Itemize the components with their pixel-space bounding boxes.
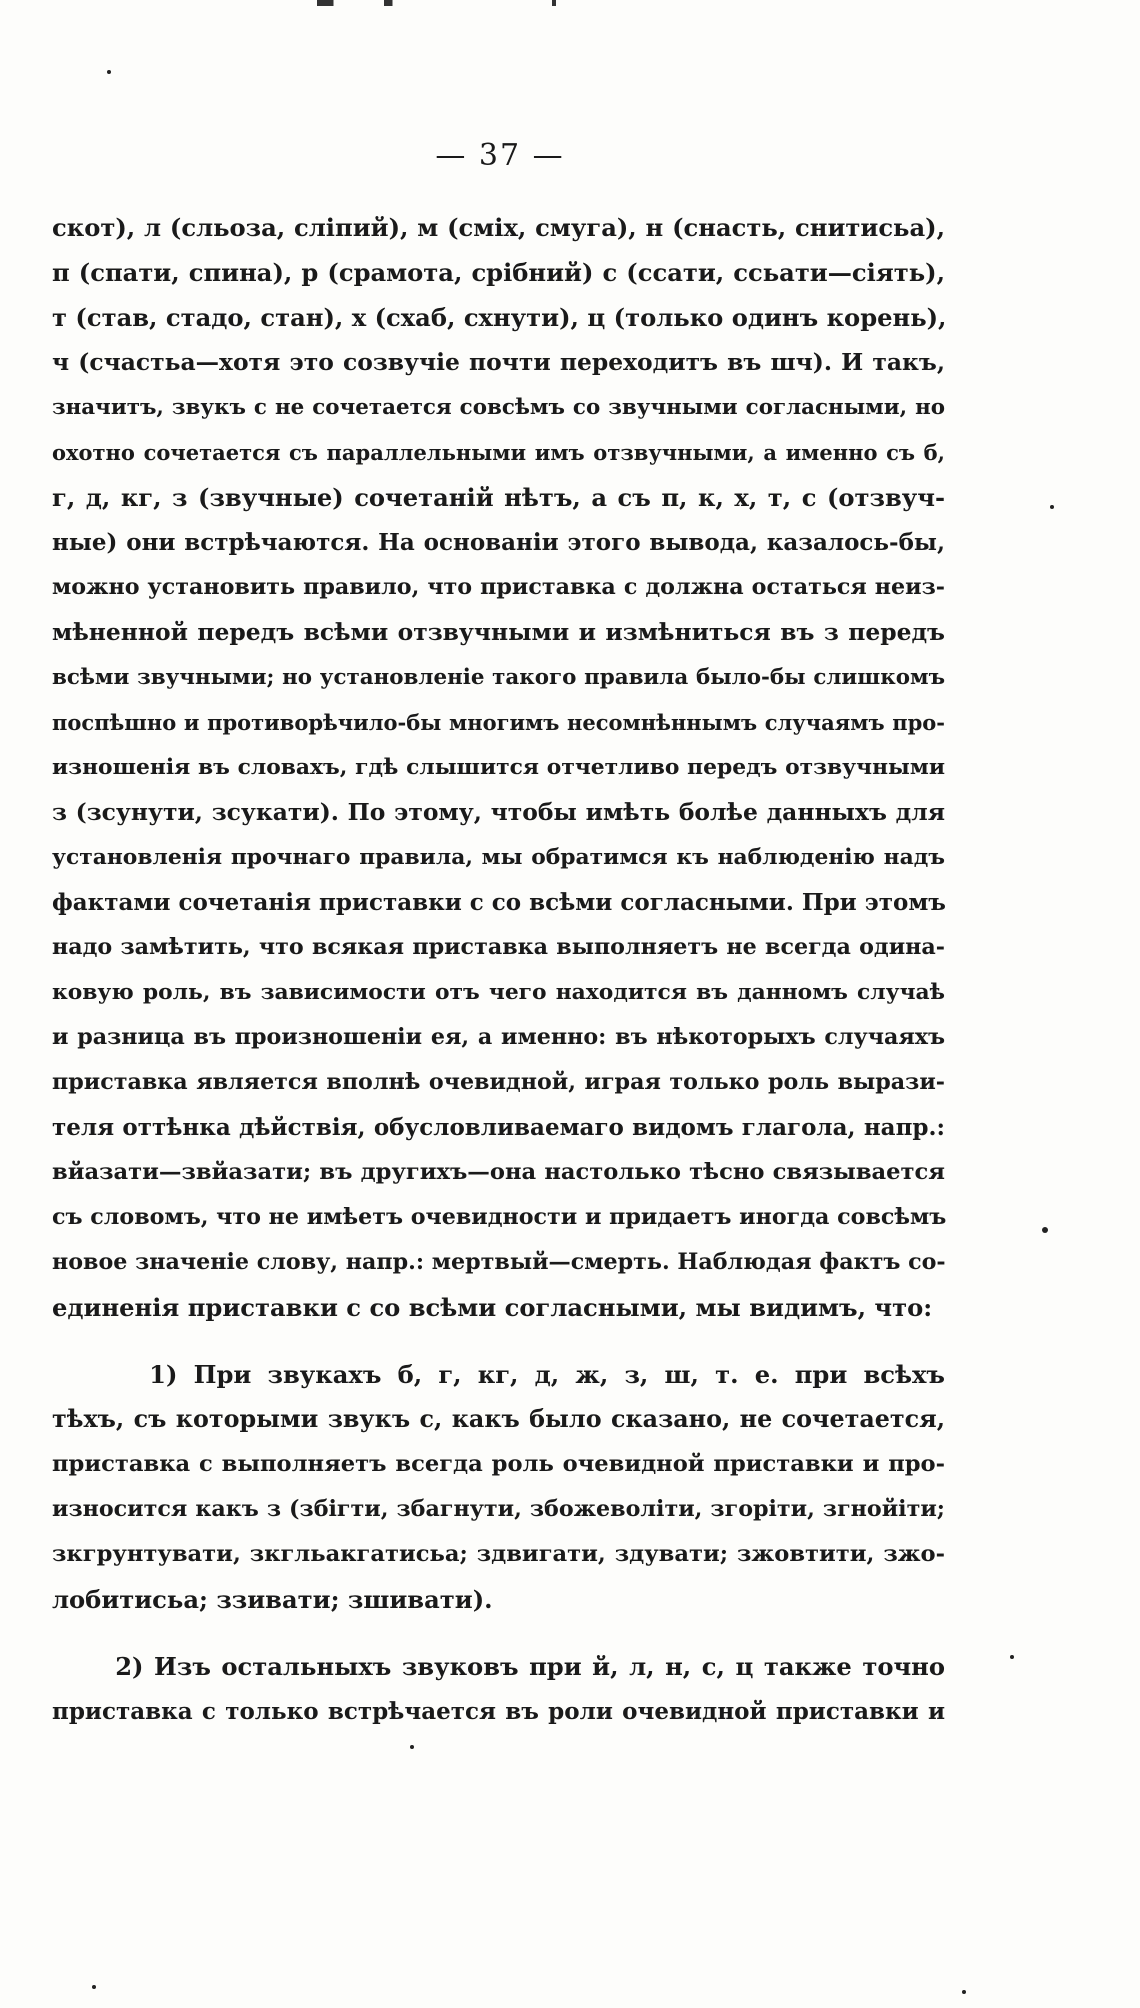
text-line: и разница въ произношеніи ея, а именно: въ нѣкоторыхъ случаяхъ <box>52 1024 945 1050</box>
text-line: приставка с только встрѣчается въ роли очевидной приставки и <box>52 1698 945 1725</box>
text-line: поспѣшно и противорѣчило-бы многимъ несомнѣннымъ случаямъ про- <box>52 710 945 735</box>
text-line: ные) они встрѣчаются. На основаніи этого вывода, казалось-бы, <box>52 529 945 556</box>
text-line: т (став, стадо, стан), х (схаб, схнути), ц (только одинъ корень), <box>52 303 947 332</box>
scan-speck <box>1050 505 1054 509</box>
text-line: изношенія въ словахъ, гдѣ слышится отчетливо передъ отзвучными <box>52 755 945 780</box>
text-line: вйазати—звйазати; въ другихъ—она настолько тѣсно связывается <box>52 1159 945 1185</box>
text-line: охотно сочетается съ параллельными имъ отзвучными, а именно съ б, <box>52 440 945 465</box>
text-line: п (спати, спина), р (срамота, срібний) с (ссати, ссьати—сіять), <box>52 258 945 287</box>
text-line: единенія приставки с со всѣми согласными, мы видимъ, что: <box>52 1293 933 1322</box>
page-number: — 37 — <box>435 138 565 173</box>
scan-speck <box>1010 1655 1014 1659</box>
text-line: з (зсунути, зсукати). По этому, чтобы имѣть болѣе данныхъ для <box>52 798 945 826</box>
paragraph-1 <box>52 205 945 1330</box>
paragraph-3 <box>52 1644 945 1734</box>
text-line: приставка является вполнѣ очевидной, играя только роль вырази- <box>52 1069 945 1095</box>
text-line: надо замѣтить, что всякая приставка выполняетъ не всегда одина- <box>52 934 945 960</box>
text-line: зкгрунтувати, зкгльакгатисьа; здвигати, здувати; зжовтити, зжо- <box>52 1541 945 1567</box>
text-line: теля оттѣнка дѣйствія, обусловливаемаго видомъ глагола, напр.: <box>52 1114 945 1141</box>
text-line: значитъ, звукъ с не сочетается совсѣмъ со звучными согласными, но <box>52 395 945 420</box>
paragraph-2 <box>52 1352 945 1622</box>
text-line: мѣненной передъ всѣми отзвучными и измѣниться въ з передъ <box>52 618 945 646</box>
text-line: лобитисьа; ззивати; зшивати). <box>52 1585 493 1614</box>
scan-speck <box>1042 1227 1048 1233</box>
paragraph-gap <box>52 1330 945 1352</box>
text-line: фактами сочетанія приставки с со всѣми согласными. При этомъ <box>52 889 946 916</box>
text-line: износится какъ з (збігти, збагнути, збожеволіти, згоріти, згнойіти; <box>52 1496 945 1522</box>
text-line: приставка с выполняетъ всегда роль очевидной приставки и про- <box>52 1451 945 1477</box>
text-line: тѣхъ, съ которыми звукъ с, какъ было сказано, не сочетается, <box>52 1405 945 1433</box>
paragraph-gap <box>52 1622 945 1644</box>
scan-speck <box>92 1985 96 1989</box>
text-line: г, д, кг, з (звучные) сочетаній нѣтъ, а съ п, к, х, т, с (отзвуч- <box>52 483 945 512</box>
body-text <box>52 205 945 1734</box>
text-line: съ словомъ, что не имѣетъ очевидности и придаетъ иногда совсѣмъ <box>52 1204 947 1230</box>
text-line: ч (счастьа—хотя это созвучіе почти переходитъ въ шч). И такъ, <box>52 348 945 376</box>
text-line: новое значеніе слову, напр.: мертвый—смерть. Наблюдая фактъ со- <box>52 1249 946 1275</box>
text-line: ковую роль, въ зависимости отъ чего находится въ данномъ случаѣ <box>52 980 945 1005</box>
scan-speck <box>962 1990 966 1994</box>
text-line: можно установить правило, что приставка с должна остаться неиз- <box>52 574 945 600</box>
scan-speck <box>410 1745 414 1749</box>
text-line: установленія прочнаго правила, мы обратимся къ наблюденію надъ <box>52 845 945 870</box>
scan-speck <box>107 70 111 74</box>
top-edge-mark <box>300 0 720 6</box>
text-line: скот), л (сльоза, сліпий), м (сміх, смуга), н (снасть, снитисьа), <box>52 213 945 242</box>
text-line: 1) При звукахъ б, г, кг, д, ж, з, ш, т. е. при всѣхъ <box>52 1360 945 1389</box>
text-line: всѣми звучными; но установленіе такого правила было-бы слишкомъ <box>52 665 945 690</box>
text-line: 2) Изъ остальныхъ звуковъ при й, л, н, с, ц также точно <box>52 1652 945 1681</box>
